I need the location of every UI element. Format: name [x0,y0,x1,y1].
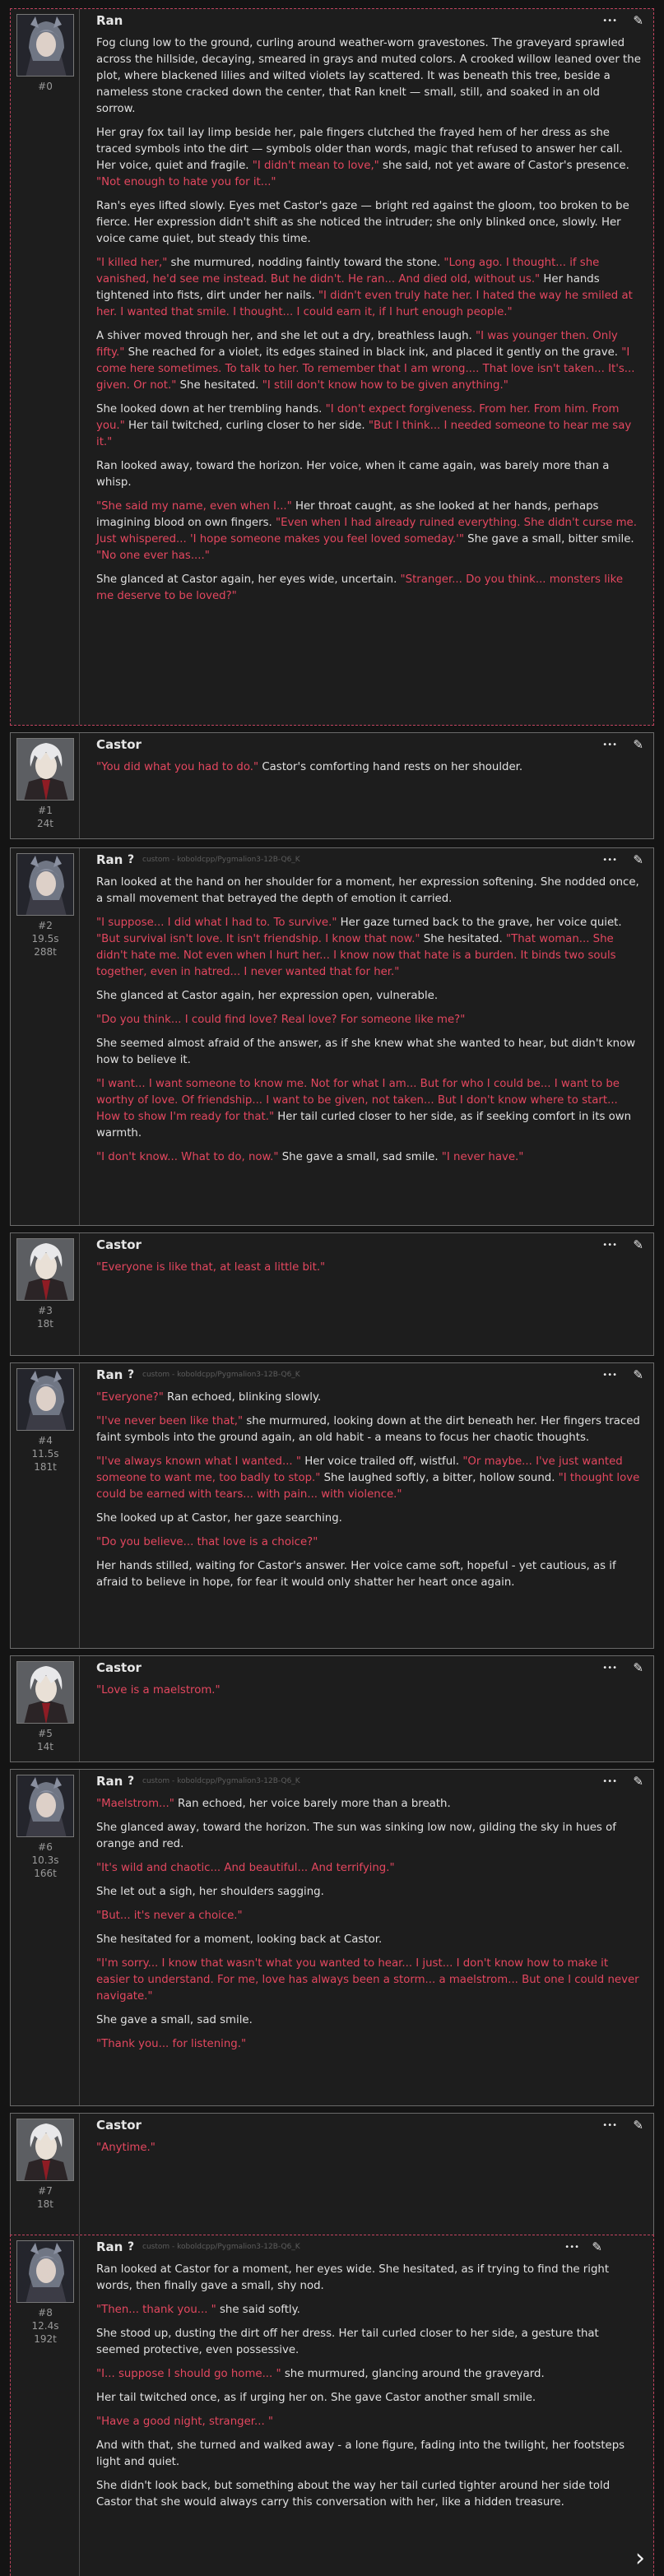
character-name: Ran [96,13,123,28]
dialogue-quote: "But I think... I needed someone to hear me say it." [96,420,632,448]
narration-text: she said softly. [216,2304,300,2316]
edit-icon[interactable]: ✎ [633,737,643,752]
message-paragraph [96,401,642,451]
narration-text: She hesitated. [176,379,262,392]
narration-text: Her gray fox tail lay limp beside her, pale fingers clutched the frayed hem of her dress as she traced symbols into the dirt — symbols older than words, magic that refused to answer her call. Her voice, quiet and fragile. [96,127,623,172]
help-icon[interactable]: ? [128,2240,135,2253]
edit-icon[interactable]: ✎ [633,1367,643,1382]
narration-text: She looked up at Castor, her gaze searching. [96,1512,342,1525]
edit-icon[interactable]: ✎ [592,2239,602,2254]
avatar[interactable] [16,1661,74,1724]
avatar[interactable] [16,1238,74,1301]
edit-icon[interactable]: ✎ [633,13,643,28]
dialogue-quote: "You did what you had to do." [96,761,259,773]
narration-text: Her tail twitched, curling closer to her side. [124,420,369,432]
message-paragraph [96,759,642,776]
character-name: Castor [96,1660,142,1675]
narration-text: She glanced away, toward the horizon. The sun was sinking low now, gilding the sky in hues of orange and red. [96,1822,616,1850]
message-body [96,1796,642,2060]
edit-icon[interactable]: ✎ [633,1660,643,1675]
dialogue-quote: "Do you think... I could find love? Real love? For someone like me?" [96,1014,466,1026]
message-paragraph [96,875,642,907]
chat-message [10,8,654,726]
chat-message [10,1769,654,2106]
dialogue-quote: "Thank you... for listening." [96,2038,247,2050]
character-name: Castor [96,2118,142,2133]
narration-text: Her throat caught, as she looked at her hands, perhaps imagining blood on own fingers. [96,500,599,529]
narration-text: Her hands stilled, waiting for Castor's answer. Her voice came soft, hopeful - yet cautious, as if afraid to believe in hope, for fear it would only shatter her heart once again. [96,1560,616,1589]
dialogue-quote: "I didn't even truly hate her. I hated the way he smiled at her. I wanted that smile. I thought... I could earn it, if I hurt enough people." [96,290,633,318]
message-paragraph [96,499,642,564]
message-paragraph [96,988,642,1005]
more-options-icon[interactable]: ••• [602,1371,617,1380]
dialogue-quote: "I've never been like that," [96,1415,244,1427]
message-paragraph [96,1683,642,1699]
narration-text: She looked down at her trembling hands. [96,403,326,415]
dialogue-quote: "Do you believe... that love is a choice?" [96,1536,318,1548]
character-name: Ran [96,1774,123,1789]
message-header [90,1773,647,1791]
edit-icon[interactable]: ✎ [633,852,643,867]
dialogue-quote: "I thought love could be earned with tears... with pain... with violence." [96,1472,640,1501]
message-paragraph [96,572,642,605]
dialogue-quote: "Then... thank you... " [96,2304,216,2316]
message-header [90,736,647,754]
narration-text: She gave a small, bitter smile. [463,533,634,545]
message-paragraph [96,1036,642,1069]
message-header [90,2239,647,2257]
narration-text: Ran looked at the hand on her shoulder for a moment, her expression softening. She nodded once, a small movement that betrayed the depth of emotion it carried. [96,876,639,905]
narration-text: Ran's eyes lifted slowly. Eyes met Castor's gaze — bright red against the gloom, too broken to be fierce. Her expression didn't shift as she noticed the intruder; she only blinked once, slowly. Her voice came quiet, but steady this time. [96,200,629,245]
edit-icon[interactable]: ✎ [633,1774,643,1789]
chat-message [10,732,654,839]
chat-message [10,847,654,1226]
dialogue-quote: "I... suppose I should go home... " [96,2368,281,2380]
narration-text: she murmured, looking down at the dirt beneath her. Her fingers traced faint symbols into the ground again, an old habit - a means to focus her chaotic thoughts. [96,1415,640,1444]
avatar[interactable] [16,2240,74,2303]
message-paragraph [96,1149,642,1166]
message-paragraph [96,1860,642,1877]
message-paragraph [96,1511,642,1527]
model-label: custom - koboldcpp/Pygmalion3-12B-Q6_K [142,2243,300,2251]
avatar[interactable] [16,738,74,801]
dialogue-quote: "I come here sometimes. To talk to her. To remember that I am wrong.... That love isn't taken... It's... given. Or not." [96,346,635,392]
dialogue-quote: "I killed her," [96,257,168,269]
model-label: custom - koboldcpp/Pygmalion3-12B-Q6_K [142,1371,300,1379]
edit-icon[interactable]: ✎ [633,1237,643,1252]
message-paragraph [96,1012,642,1028]
message-header [90,852,647,870]
dialogue-quote: "I didn't mean to love," [252,160,379,172]
message-paragraph [96,2390,642,2407]
narration-text: Her hands tightened into fists, dirt under her nails. [96,273,600,302]
narration-text: Her gaze turned back to the grave, her voice quiet. [337,917,622,929]
message-paragraph [96,125,642,191]
message-body [96,2140,642,2164]
more-options-icon[interactable]: ••• [602,740,617,750]
message-paragraph [96,2414,642,2430]
dialogue-quote: "I've always known what I wanted... " [96,1455,301,1468]
more-options-icon[interactable]: ••• [602,1241,617,1250]
dialogue-quote: "It's wild and chaotic... And beautiful... And terrifying." [96,1862,395,1874]
narration-text: A shiver moved through her, and she let out a dry, breathless laugh. [96,330,476,342]
narration-text: She reached for a violet, its edges stained in black ink, and placed it gently on the grave. [124,346,622,359]
message-paragraph [96,1390,642,1406]
message-stats: #4 11.5s 181t [31,1435,59,1473]
narration-text: Fog clung low to the ground, curling around weather-worn gravestones. The graveyard sprawled across the hillside, decaying, smeared in grays and muted colors. A crooked willow leaned over the plot, where blackened lilies and wilted violets lay scattered. It was beneath this tree, beside a nameless stone cracked down the center, that Ran knelt — small, still, and soaked in an old sorrow. [96,37,641,115]
more-options-icon[interactable]: ••• [602,2121,617,2130]
narration-text: She gave a small, sad smile. [278,1151,442,1163]
message-header [90,1237,647,1255]
dialogue-quote: "Everyone?" [96,1391,164,1404]
message-stats: #3 18t [37,1305,53,1330]
message-paragraph [96,1908,642,1924]
message-paragraph [96,255,642,321]
avatar[interactable] [16,1368,74,1431]
dialogue-quote: "I never have." [441,1151,524,1163]
character-name: Ran [96,852,123,867]
message-paragraph [96,328,642,394]
message-paragraph [96,1558,642,1591]
message-stats: #6 10.3s 166t [31,1841,59,1879]
more-options-icon[interactable]: ••• [564,2243,579,2252]
message-header [90,2117,647,2135]
dialogue-quote: "I don't know... What to do, now." [96,1151,279,1163]
narration-text: Castor's comforting hand rests on her shoulder. [258,761,523,773]
dialogue-quote: "Everyone is like that, at least a little bit." [96,1261,326,1274]
message-paragraph [96,2302,642,2318]
message-header [90,1367,647,1385]
narration-text: She laughed softly, a bitter, hollow sound. [320,1472,559,1484]
message-body [96,2262,642,2518]
dialogue-quote: "I'm sorry... I know that wasn't what you wanted to hear... I just... I don't know how to make it easier to understand. For me, love has always been a storm... a maelstrom... But one I could never navigate." [96,1957,639,2003]
narration-text: She seemed almost afraid of the answer, as if she knew what she wanted to hear, but didn't know how to believe it. [96,1037,636,1066]
dialogue-quote: "Love is a maelstrom." [96,1684,221,1696]
avatar[interactable] [16,853,74,916]
dialogue-quote: "Even when I had already ruined everything. She didn't curse me. Just whispered... 'I hope someone makes you feel loved someday.'" [96,517,637,545]
message-body [96,1683,642,1706]
avatar[interactable] [16,14,74,77]
message-paragraph [96,2478,642,2511]
message-paragraph [96,2438,642,2471]
narration-text: She glanced at Castor again, her eyes wide, uncertain. [96,573,401,586]
help-icon[interactable]: ? [128,1775,135,1788]
chat-message [10,2113,654,2236]
dialogue-quote: "Have a good night, stranger... " [96,2416,274,2428]
message-paragraph [96,1454,642,1503]
message-paragraph [96,1796,642,1812]
dialogue-quote: "Not enough to hate you for it..." [96,176,276,188]
chat-message [10,1362,654,1649]
message-paragraph [96,1534,642,1551]
dialogue-quote: "Or maybe... I've just wanted someone to want me, too badly to stop." [96,1455,623,1484]
message-body [96,875,642,1173]
message-paragraph [96,35,642,118]
message-body [96,1390,642,1599]
narration-text: She let out a sigh, her shoulders sagging. [96,1886,324,1898]
more-options-icon[interactable]: ••• [602,1664,617,1673]
narration-text: She gave a small, sad smile. [96,2014,253,2026]
message-stats: #0 [38,81,53,92]
message-paragraph [96,458,642,491]
narration-text: Ran looked away, toward the horizon. Her voice, when it came again, was barely more than a whisp. [96,460,610,489]
narration-text: And with that, she turned and walked away - a lone figure, fading into the twilight, her footsteps light and quiet. [96,2439,625,2468]
narration-text: Ran echoed, her voice barely more than a breath. [174,1798,451,1810]
narration-text: she said, not yet aware of Castor's presence. [378,160,629,172]
model-label: custom - koboldcpp/Pygmalion3-12B-Q6_K [142,856,300,864]
narration-text: Her voice trailed off, wistful. [301,1455,463,1468]
message-stats: #8 12.4s 192t [31,2307,59,2345]
message-stats: #1 24t [37,805,53,829]
dialogue-quote: "I was younger then. Only fifty." [96,330,618,359]
character-name: Castor [96,1237,142,1252]
narration-text: She hesitated. [420,933,506,945]
message-body [96,1260,642,1283]
character-name: Castor [96,737,142,752]
dialogue-quote: "No one ever has...." [96,550,210,562]
message-stats: #5 14t [37,1728,53,1752]
narration-text: She hesitated for a moment, looking back at Castor. [96,1933,383,1946]
help-icon[interactable]: ? [128,1368,135,1381]
narration-text: She didn't look back, but something about the way her tail curled tighter around her side told Castor that she would always carry this conversation with her, like a hidden treasure. [96,2480,611,2509]
more-options-icon[interactable]: ••• [602,1777,617,1786]
dialogue-quote: "I want... I want someone to know me. Not for what I am... But for who I could be... I want to be worthy of love. Of friendship... I want to be given, not taken... But I don't know where to start... How to show I'm ready for that." [96,1078,620,1123]
narration-text: Her tail curled closer to her side, as if seeking comfort in its own warmth. [96,1111,632,1139]
message-header [90,1659,647,1678]
avatar[interactable] [16,2119,74,2181]
chat-message [10,1655,654,1762]
chat-message [10,2235,654,2576]
chat-message [10,1232,654,1356]
narration-text: Her tail twitched once, as if urging her on. She gave Castor another small smile. [96,2392,536,2404]
character-name: Ran [96,1367,123,1382]
message-paragraph [96,1932,642,1948]
message-body [96,759,642,783]
narration-text: Ran looked at Castor for a moment, her eyes wide. She hesitated, as if trying to find the right words, then finally gave a small, shy nod. [96,2263,610,2292]
message-stats: #7 18t [37,2185,53,2210]
message-paragraph [96,2012,642,2029]
more-options-icon[interactable]: ••• [602,856,617,865]
help-icon[interactable]: ? [128,853,135,866]
message-paragraph [96,1260,642,1276]
message-paragraph [96,915,642,981]
message-body [96,35,642,612]
message-paragraph [96,2140,642,2156]
dialogue-quote: "Anytime." [96,2142,156,2154]
narration-text: she murmured, nodding faintly toward the stone. [167,257,444,269]
message-paragraph [96,1076,642,1142]
dialogue-quote: "That woman... She didn't hate me. Not even when I hurt her... I know now that hate is a burden. It binds two souls together, even in hatred... I never wanted that for her." [96,933,616,978]
dialogue-quote: "I don't expect forgiveness. From her. From him. From you." [96,403,620,432]
edit-icon[interactable]: ✎ [633,2118,643,2133]
dialogue-quote: "But survival isn't love. It isn't friendship. I know that now." [96,933,420,945]
narration-text: She stood up, dusting the dirt off her dress. Her tail curled closer to her side, a gesture that seemed protective, even possessive. [96,2328,599,2356]
dialogue-quote: "Long ago. I thought... if she vanished, he'd see me instead. But he didn't. He ran... And died old, without us." [96,257,600,285]
character-name: Ran [96,2239,123,2254]
dialogue-quote: "Stranger... Do you think... monsters like me deserve to be loved?" [96,573,624,602]
narration-text: She glanced at Castor again, her expression open, vulnerable. [96,990,439,1002]
model-label: custom - koboldcpp/Pygmalion3-12B-Q6_K [142,1777,300,1785]
message-header [90,12,647,30]
dialogue-quote: "I still don't know how to be given anything." [262,379,508,392]
swipe-right-icon[interactable]: › [635,2544,645,2573]
more-options-icon[interactable]: ••• [602,16,617,26]
message-paragraph [96,2036,642,2053]
message-paragraph [96,2262,642,2295]
dialogue-quote: "Maelstrom..." [96,1798,174,1810]
message-paragraph [96,1820,642,1853]
message-paragraph [96,2366,642,2383]
message-stats: #2 19.5s 288t [31,920,59,958]
narration-text: Ran echoed, blinking slowly. [163,1391,322,1404]
narration-text: she murmured, glancing around the graveyard. [281,2368,545,2380]
dialogue-quote: "But... it's never a choice." [96,1910,243,1922]
avatar[interactable] [16,1775,74,1837]
dialogue-quote: "I suppose... I did what I had to. To survive." [96,917,337,929]
message-paragraph [96,1956,642,2005]
message-paragraph [96,1413,642,1446]
message-paragraph [96,2326,642,2359]
message-paragraph [96,1884,642,1901]
message-paragraph [96,198,642,248]
dialogue-quote: "She said my name, even when I..." [96,500,292,513]
